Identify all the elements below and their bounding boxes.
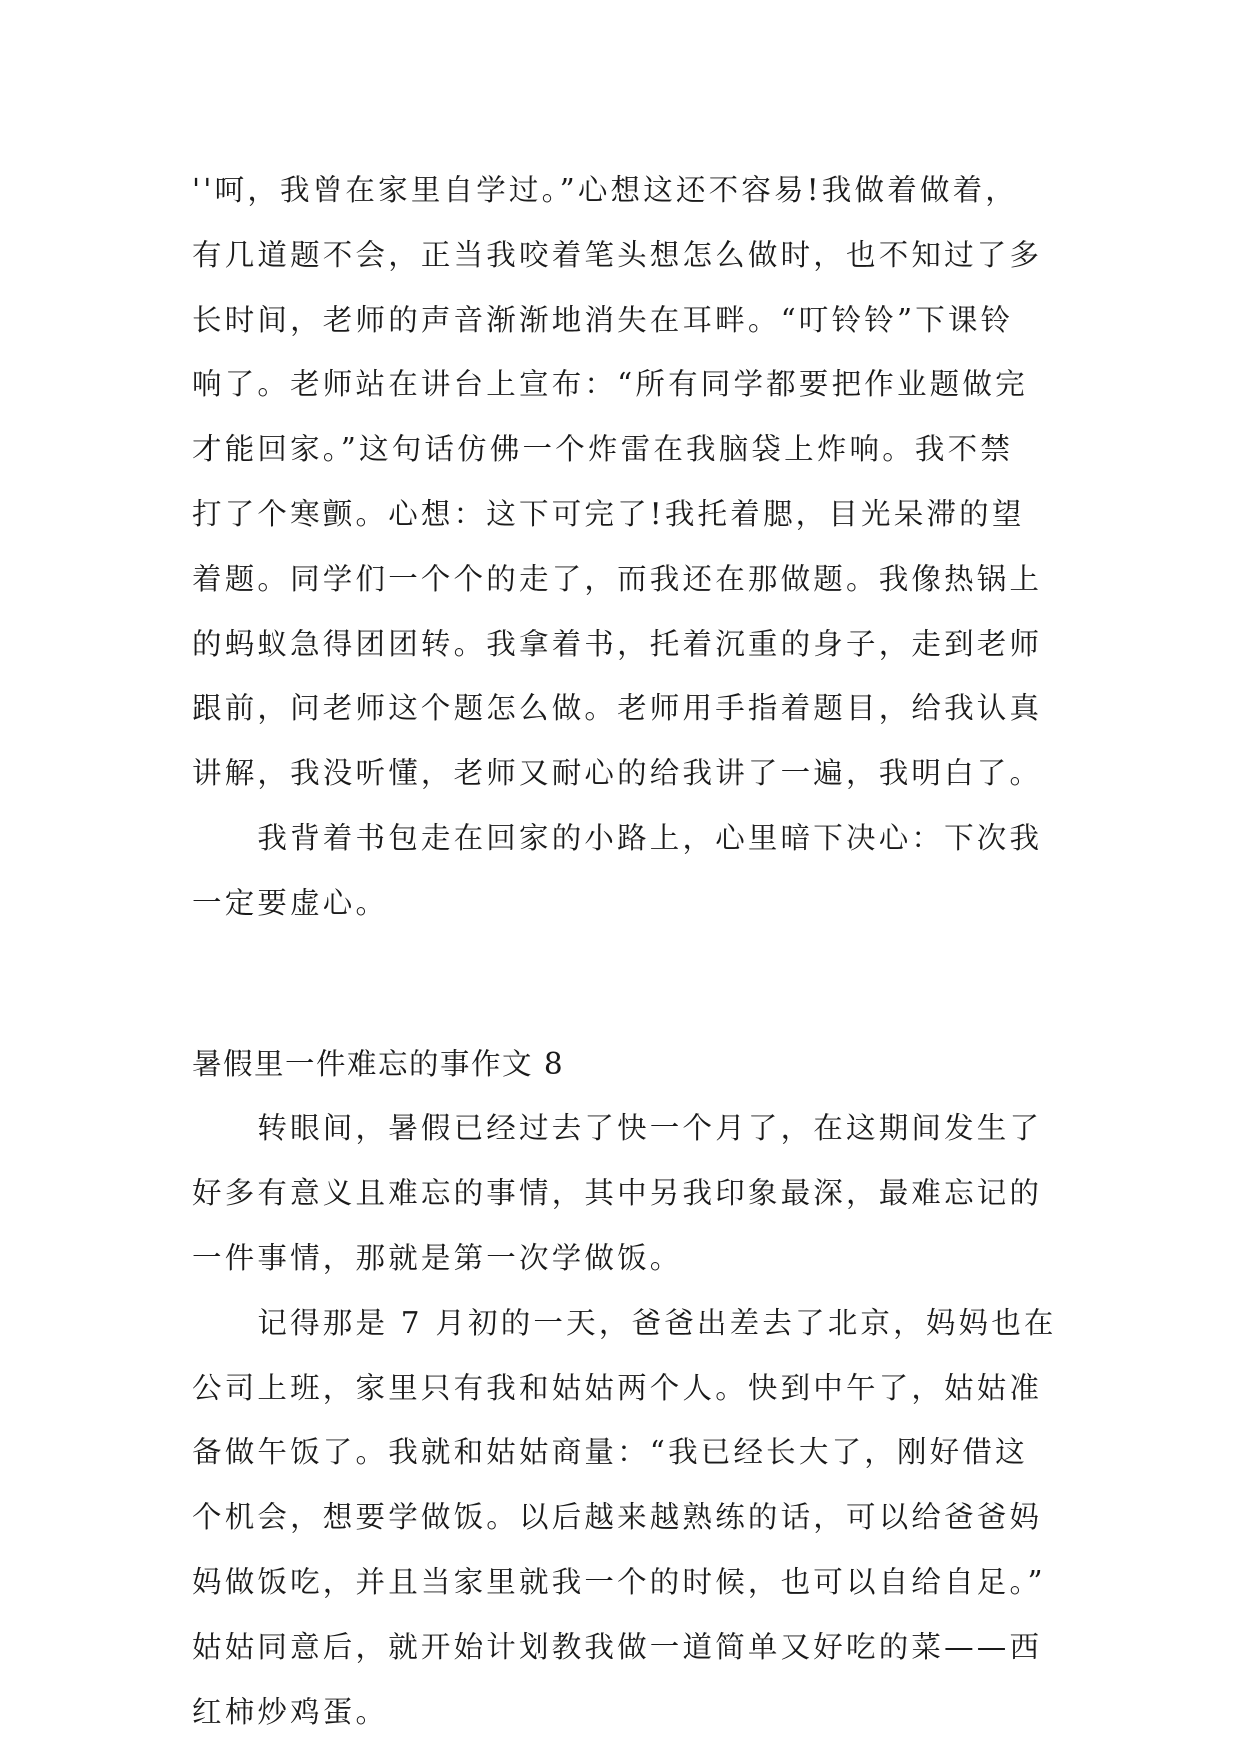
text-line: 跟前，问老师这个题怎么做。老师用手指着题目，给我认真 xyxy=(192,691,1043,726)
text-line: 妈做饭吃，并且当家里就我一个的时候，也可以自给自足。” xyxy=(192,1564,1046,1599)
text-line: 讲解，我没听懂，老师又耐心的给我讲了一遍，我明白了。 xyxy=(192,756,1043,791)
text-line: 记得那是 7 月初的一天，爸爸出差去了北京，妈妈也在 xyxy=(192,1305,1057,1340)
text-line: 才能回家。”这句话仿佛一个炸雷在我脑袋上炸响。我不禁 xyxy=(192,432,1014,467)
text-line: 个机会，想要学做饭。以后越来越熟练的话，可以给爸爸妈 xyxy=(192,1500,1043,1535)
section-gap xyxy=(192,936,1072,1032)
text-line: 响了。老师站在讲台上宣布：“所有同学都要把作业题做完 xyxy=(192,367,1028,402)
text-line: 一件事情，那就是第一次学做饭。 xyxy=(192,1240,683,1275)
text-line: 的蚂蚁急得团团转。我拿着书，托着沉重的身子，走到老师 xyxy=(192,626,1043,661)
text-line: 我背着书包走在回家的小路上，心里暗下决心：下次我 xyxy=(192,820,1043,855)
section-heading: 暑假里一件难忘的事作文 8 xyxy=(192,1046,565,1081)
text-line: 一定要虚心。 xyxy=(192,885,389,920)
text-line: 有几道题不会，正当我咬着笔头想怎么做时，也不知过了多 xyxy=(192,237,1043,272)
text-line: ''呵，我曾在家里自学过。”心想这还不容易!我做着做着， xyxy=(192,173,1019,207)
text-line: 长时间，老师的声音渐渐地消失在耳畔。“叮铃铃”下课铃 xyxy=(192,302,1014,337)
text-line: 姑姑同意后，就开始计划教我做一道简单又好吃的菜——西 xyxy=(192,1629,1043,1664)
text-line: 好多有意义且难忘的事情，其中另我印象最深，最难忘记的 xyxy=(192,1176,1043,1211)
text-line: 备做午饭了。我就和姑姑商量：“我已经长大了，刚好借这 xyxy=(192,1435,1028,1470)
section-1-body xyxy=(192,158,1072,936)
section-2 xyxy=(192,1032,1072,1745)
text-line: 着题。同学们一个个的走了，而我还在那做题。我像热锅上 xyxy=(192,561,1043,596)
text-line: 打了个寒颤。心想：这下可完了!我托着腮，目光呆滞的望 xyxy=(192,496,1025,531)
text-line: 公司上班，家里只有我和姑姑两个人。快到中午了，姑姑准 xyxy=(192,1370,1043,1405)
document-page xyxy=(192,158,1072,1744)
text-line: 转眼间，暑假已经过去了快一个月了，在这期间发生了 xyxy=(192,1111,1043,1146)
text-line: 红柿炒鸡蛋。 xyxy=(192,1694,389,1729)
